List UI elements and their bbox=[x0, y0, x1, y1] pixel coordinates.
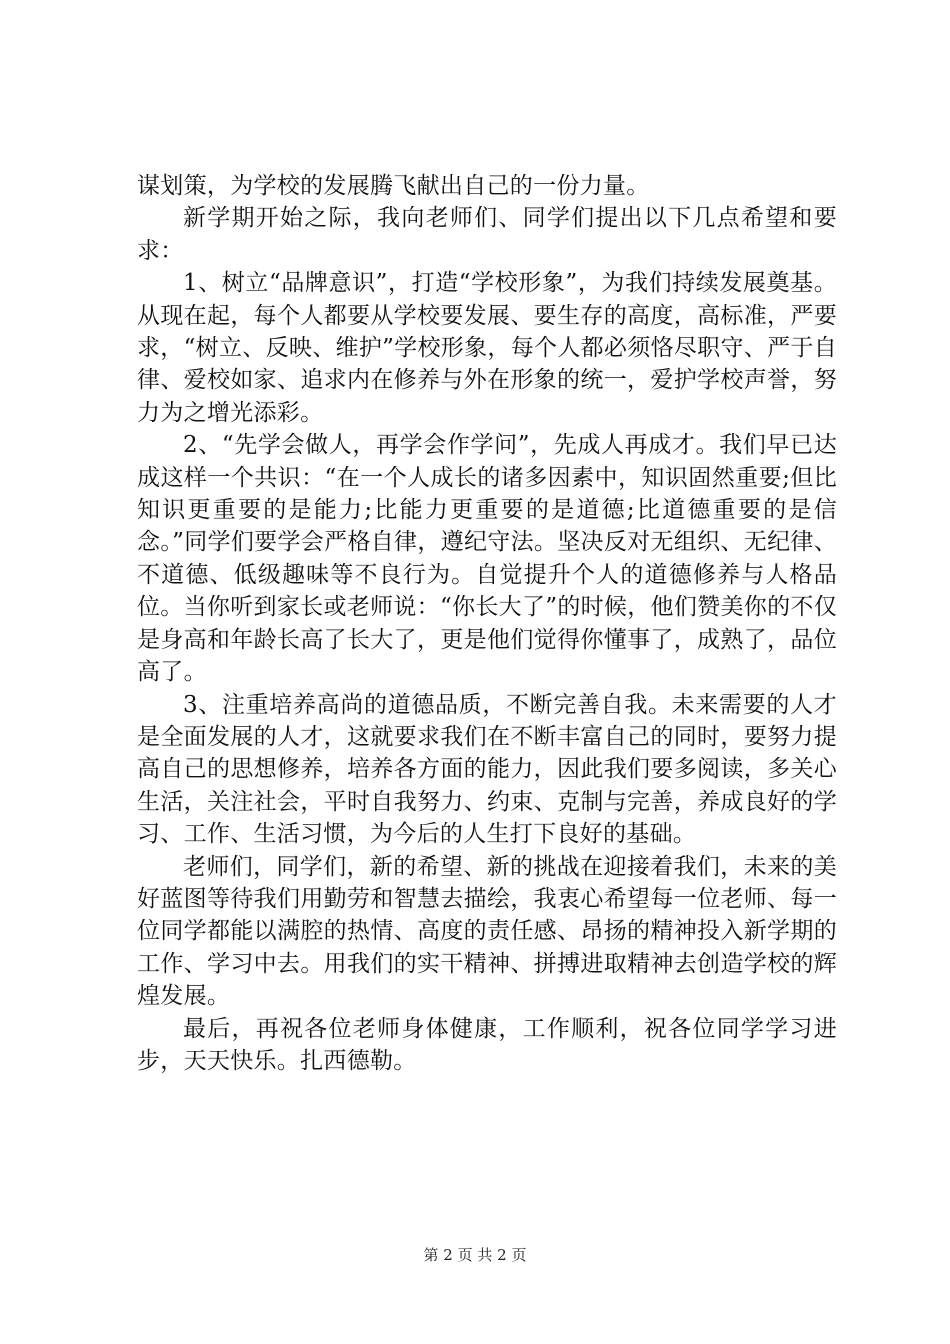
paragraph-continuation: 谋划策，为学校的发展腾飞献出自己的一份力量。 bbox=[137, 173, 650, 199]
paragraph-point-3: 3、注重培养高尚的道德品质，不断完善自我。未来需要的人才是全面发展的人才，这就要求我们在不断丰富自己的同时，要努力提高自己的思想修养，培养各方面的能力，因此我们要多阅读，多关心生活，关注社会，平时自我努力、约束、克制与完善，养成良好的学习、工作、生活习惯，为今后的人生打下良好的基础。 bbox=[137, 691, 837, 848]
body-text bbox=[137, 170, 837, 1077]
paragraph-closing: 老师们，同学们，新的希望、新的挑战在迎接着我们，未来的美好蓝图等待我们用勤劳和智慧去描绘，我衷心希望每一位老师、每一位同学都能以满腔的热情、高度的责任感、昂扬的精神投入新学期的工作、学习中去。用我们的实干精神、拼搏进取精神去创造学校的辉煌发展。 bbox=[137, 853, 837, 1010]
paragraph-point-2: 2、“先学会做人，再学会作学问”，先成人再成才。我们早已达成这样一个共识：“在一个人成长的诸多因素中，知识固然重要;但比知识更重要的是能力;比能力更重要的是道德;比道德重要的是信念。”同学们要学会严格自律，遵纪守法。坚决反对无组织、无纪律、不道德、低级趣味等不良行为。自觉提升个人的道德修养与人格品位。当你听到家长或老师说：“你长大了”的时候，他们赞美你的不仅是身高和年龄长高了长大了，更是他们觉得你懂事了，成熟了，品位高了。 bbox=[137, 432, 837, 686]
paragraph-final-wishes: 最后，再祝各位老师身体健康，工作顺利，祝各位同学学习进步，天天快乐。扎西德勒。 bbox=[137, 1015, 837, 1074]
paragraph-point-1: 1、树立“品牌意识”，打造“学校形象”，为我们持续发展奠基。从现在起，每个人都要从学校要发展、要生存的高度，高标准，严要求，“树立、反映、维护”学校形象，每个人都必须恪尽职守、严于自律、爱校如家、追求内在修养与外在形象的统一，爱护学校声誉，努力为之增光添彩。 bbox=[137, 270, 837, 426]
paragraph-intro: 新学期开始之际，我向老师们、同学们提出以下几点希望和要求： bbox=[137, 205, 837, 264]
page-number-footer: 第 2 页 共 2 页 bbox=[423, 1246, 527, 1264]
